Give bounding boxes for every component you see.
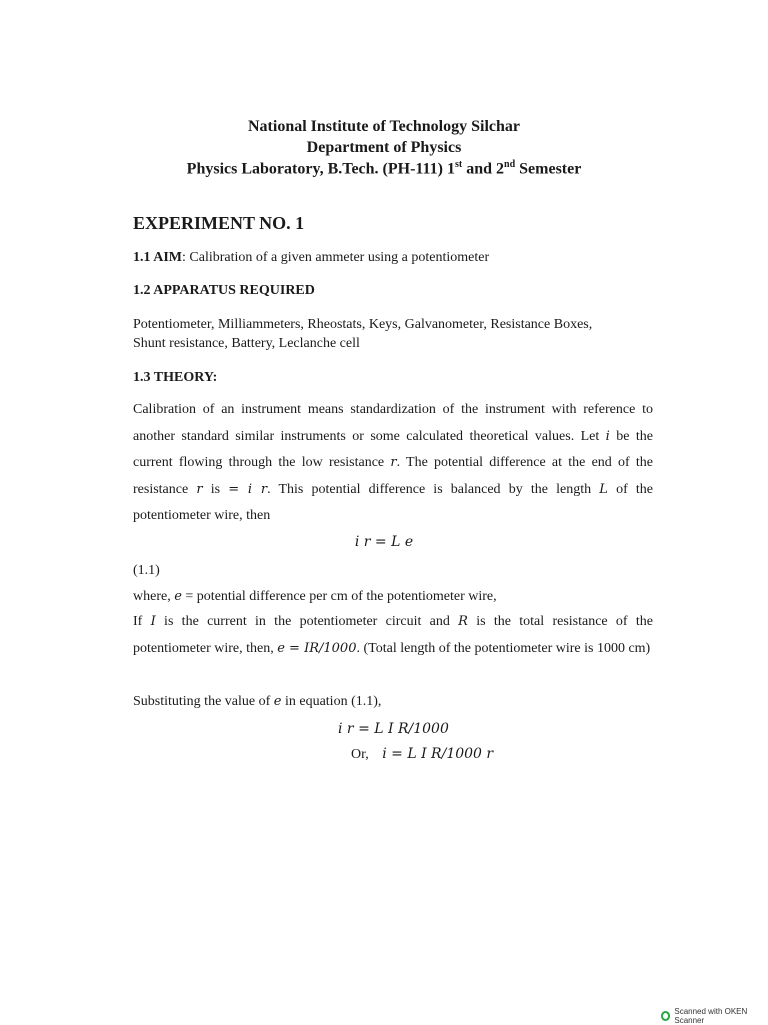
theory-p1-e: . This potential difference is balanced by the length	[267, 481, 600, 497]
theory-p2-d: . (Total length of the potentiometer wire is 1000 cm)	[356, 640, 651, 656]
theory-heading: 1.3 THEORY:	[133, 370, 218, 385]
experiment-title: EXPERIMENT NO. 1	[133, 213, 305, 233]
equation-3: i = L I R/1000 r	[382, 746, 494, 762]
theory-p2-c: is the total resistance of the potentiometer wire, then,	[133, 614, 653, 656]
theory-p1-c: . The potential difference at the end of the resistance	[133, 455, 653, 497]
or-label: Or,	[351, 747, 369, 762]
inline-eq-e: e = IR/1000	[277, 640, 357, 656]
apparatus-line-2: Shunt resistance, Battery, Leclanche cell	[133, 336, 360, 351]
scanner-watermark	[661, 1007, 768, 1025]
course-title-semester: Semester	[515, 160, 582, 178]
theory-p1-b: be the current flowing through the low resistance	[133, 428, 653, 470]
equation-3-line	[351, 746, 493, 763]
theory-p1-a: Calibration of an instrument means standardization of the instrument with reference to another standard similar instruments or some calculated theoretical values. Let	[133, 402, 653, 444]
var-r-2: r	[196, 481, 203, 497]
equation-2: i r = L I R/1000	[338, 721, 449, 737]
course-title	[0, 159, 768, 178]
var-e-2: e	[273, 694, 282, 709]
theory-paragraph-1	[133, 397, 653, 530]
var-L: L	[599, 481, 608, 497]
scanner-text: Scanned with OKEN Scanner	[674, 1007, 748, 1025]
aim-label: 1.1 AIM	[133, 250, 182, 265]
aim-text: : Calibration of a given ammeter using a potentiometer	[182, 250, 490, 265]
var-e: e	[174, 589, 182, 604]
var-r: r	[390, 455, 397, 470]
var-i: i	[605, 428, 610, 444]
var-R: R	[458, 614, 468, 629]
equation-1-1: i r = L e	[354, 534, 414, 550]
department-title: Department of Physics	[306, 139, 462, 156]
apparatus-line-1: Potentiometer, Milliammeters, Rheostats, Keys, Galvanometer, Resistance Boxes,	[133, 317, 593, 332]
course-title-and: and 2	[462, 160, 505, 178]
theory-paragraph-2	[133, 609, 653, 662]
institute-title: National Institute of Technology Silchar	[247, 118, 521, 135]
theory-p2-a: If	[133, 614, 151, 629]
inline-eq-ir: = i r	[228, 481, 268, 497]
course-title-prefix: Physics Laboratory, B.Tech. (PH-111) 1	[186, 160, 455, 178]
theory-p1-d: is	[202, 481, 229, 497]
apparatus-heading: 1.2 APPARATUS REQUIRED	[133, 283, 315, 298]
where-line	[133, 589, 497, 605]
aim-line	[133, 250, 489, 266]
theory-p1-f: of the potentiometer wire, then	[133, 481, 654, 523]
course-title-sup2: nd	[504, 159, 516, 170]
substituting-line	[133, 694, 381, 710]
where-b: = potential difference per cm of the potentiometer wire,	[181, 589, 497, 604]
equation-1-1-label: (1.1)	[133, 563, 160, 578]
theory-p2-b: is the current in the potentiometer circuit and	[155, 614, 459, 629]
where-a: where,	[133, 589, 175, 604]
subst-b: in equation (1.1),	[281, 694, 382, 709]
var-I: I	[150, 614, 156, 629]
course-title-sup1: st	[454, 159, 463, 170]
scanner-logo-icon	[661, 1011, 670, 1021]
subst-a: Substituting the value of	[133, 694, 274, 709]
